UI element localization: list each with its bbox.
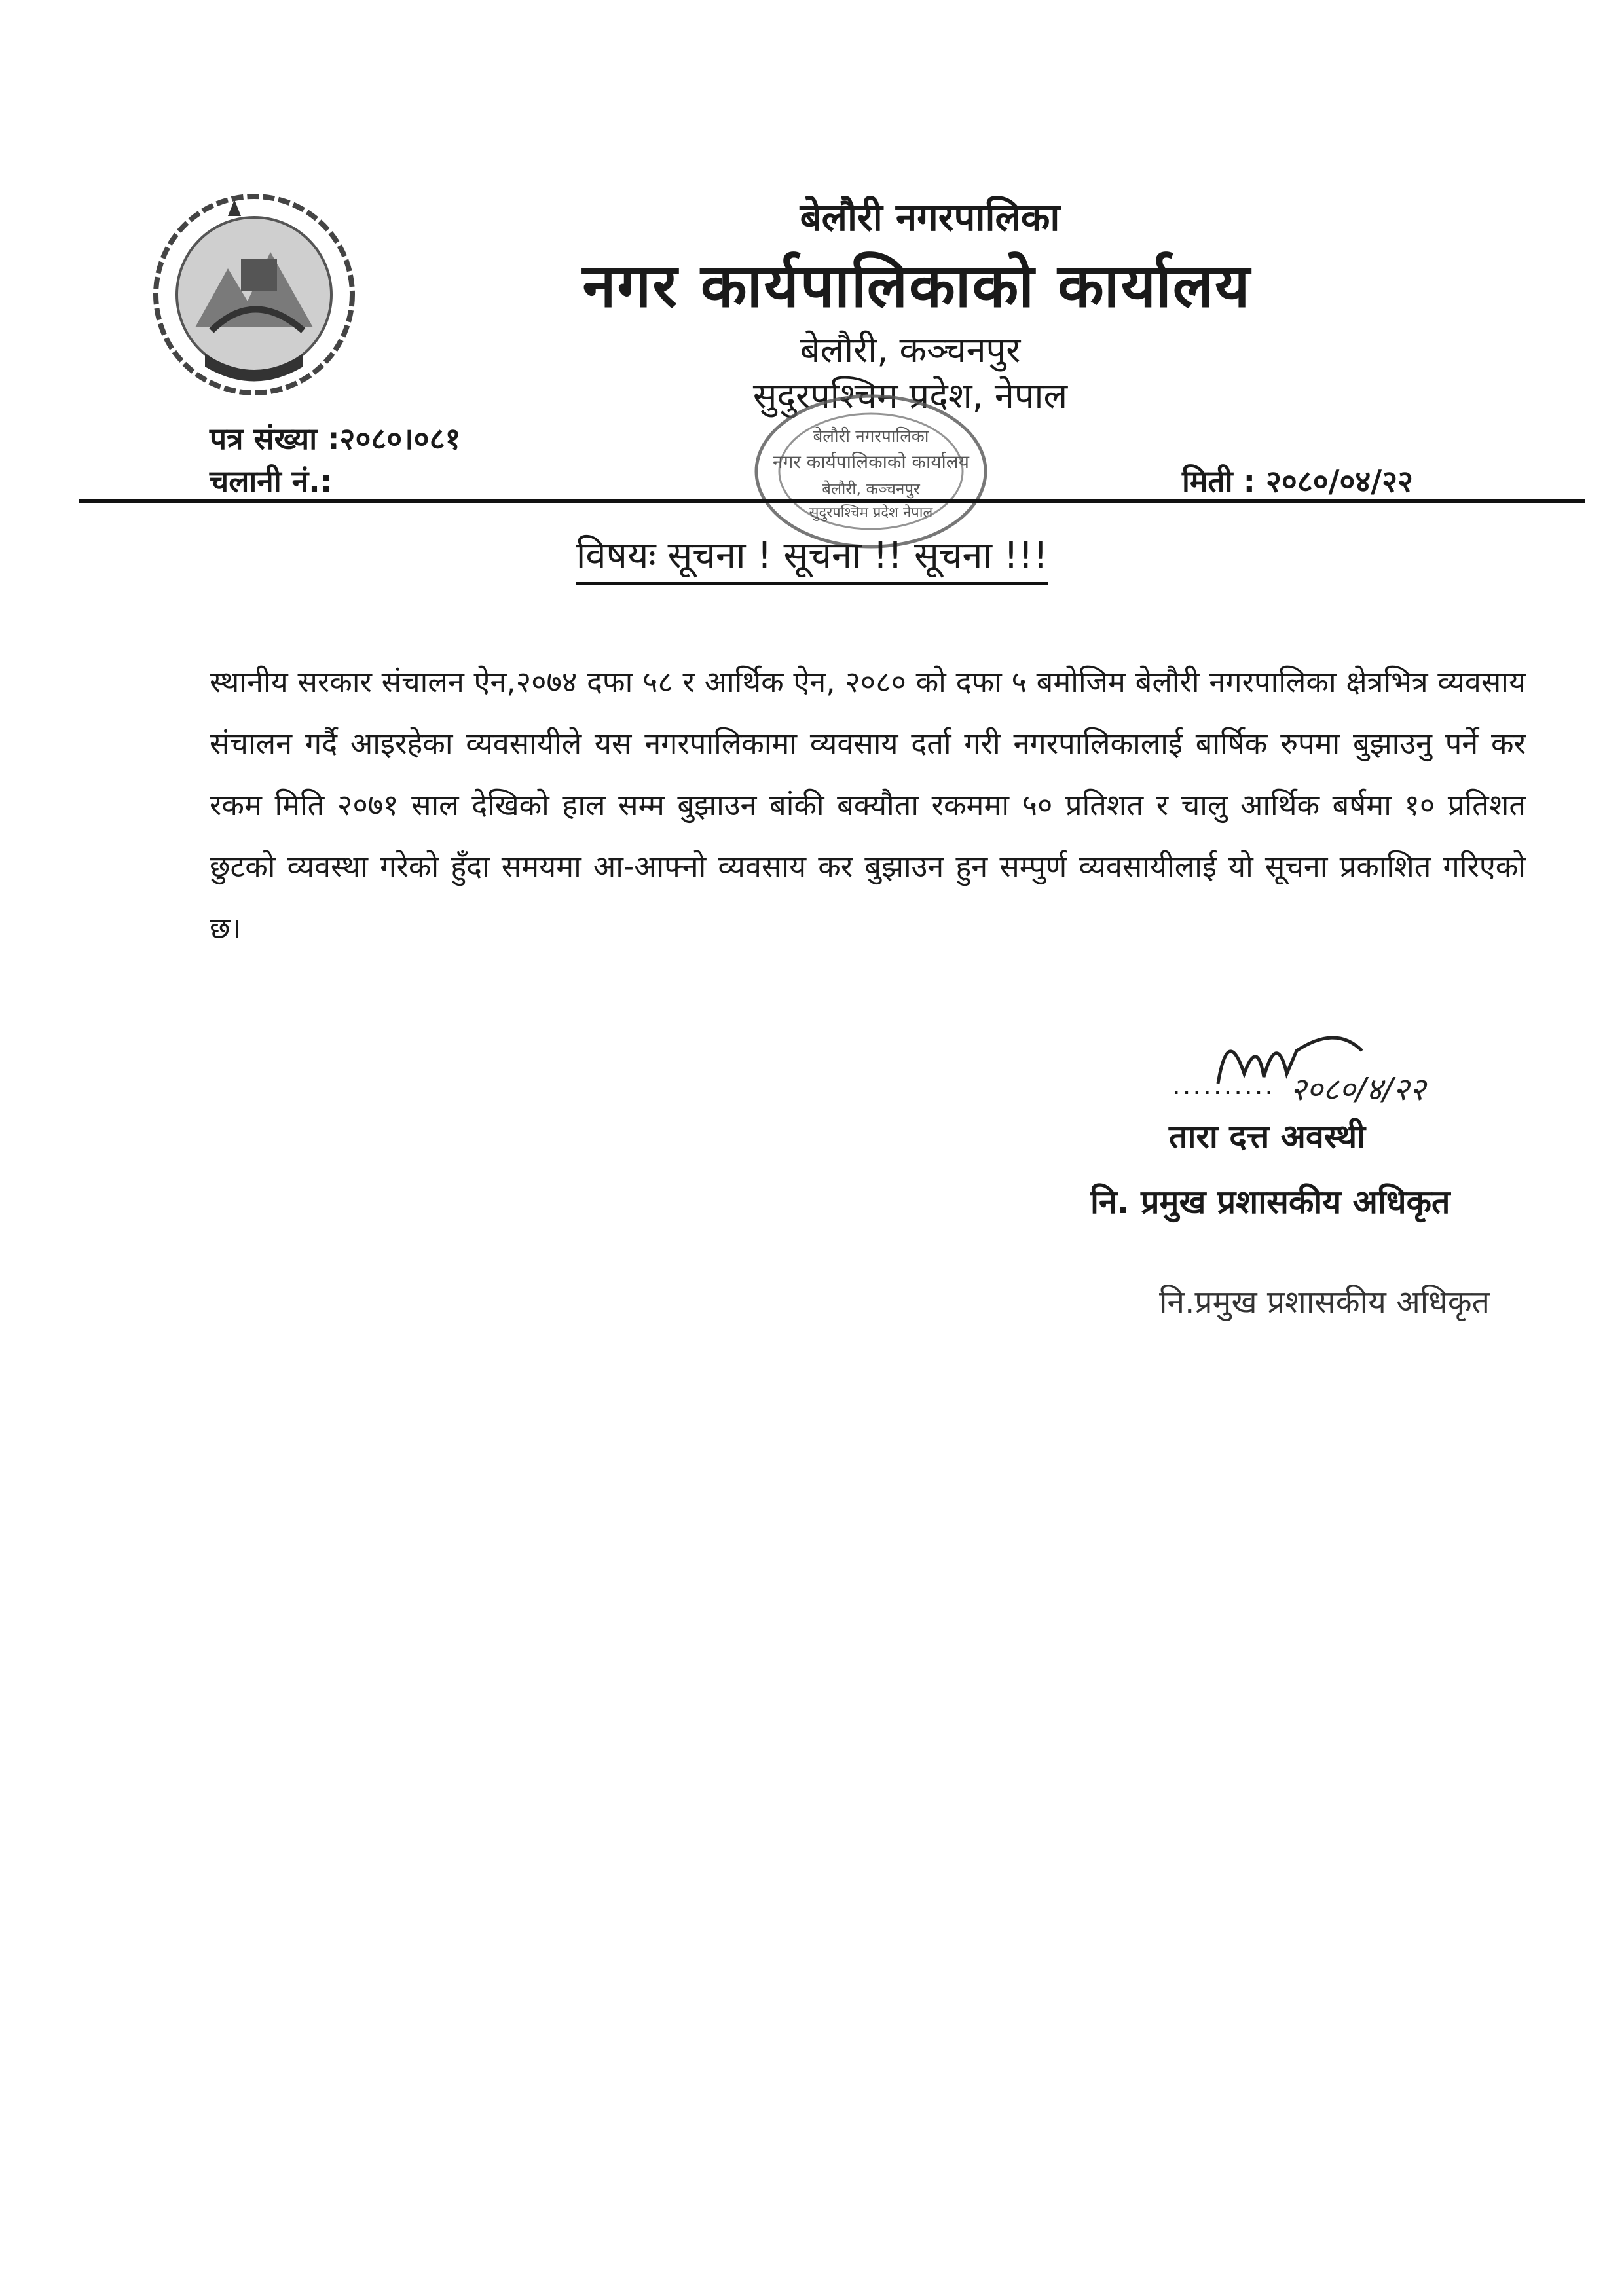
notice-body: स्थानीय सरकार संचालन ऐन,२०७४ दफा ५८ र आर्थिक ऐन, २०८० को दफा ५ बमोजिम बेलौरी नगरपालिका क्षेत्रभित्र व्यवसाय संचालन गर्दै आइरहेका व्यवसायीले यस नगरपालिकामा व्यवसाय दर्ता गरी नगरपालिकालाई बार्षिक रुपमा बुझाउनु पर्ने कर रकम मिति २०७१ साल देखिको हाल सम्म बुझाउन बांकी बक्यौता रकममा ५० प्रतिशत र चालु आर्थिक बर्षमा १० प्रतिशत छुटको व्यवस्था गरेको हुँदा समयमा आ-आफ्नो व्यवसाय कर बुझाउन हुन सम्पुर्ण व्यवसायीलाई यो सूचना प्रकाशित गरिएको छ। bbox=[210, 665, 1526, 945]
svg-text:बेलौरी नगरपालिका: बेलौरी नगरपालिका bbox=[813, 427, 929, 446]
signature-dots: .......... bbox=[1172, 1070, 1276, 1101]
letter-date-value: २०८०/०४/२२ bbox=[1265, 464, 1413, 499]
subject-text: विषयः सूचना ! सूचना !! सूचना !!! bbox=[576, 534, 1048, 585]
address-line-1: बेलौरी, कञ्चनपुर bbox=[800, 329, 1021, 371]
svg-text:बेलौरी, कञ्चनपुर: बेलौरी, कञ्चनपुर bbox=[822, 480, 920, 498]
letter-number bbox=[210, 418, 460, 458]
address-line-2: सुदुरपश्चिम प्रदेश, नेपाल bbox=[752, 375, 1068, 416]
svg-text:सुदुरपश्चिम प्रदेश नेपाल: सुदुरपश्चिम प्रदेश नेपाल bbox=[809, 505, 933, 521]
svg-text:नगर कार्यपालिकाको कार्यालय: नगर कार्यपालिकाको कार्यालय bbox=[773, 451, 969, 473]
signer-name: तारा दत्त अवस्थी bbox=[1169, 1118, 1366, 1156]
svg-text:२०८०/४/२२: २०८०/४/२२ bbox=[1290, 1071, 1426, 1108]
dispatch-number-label: चलानी नं.: bbox=[210, 464, 333, 499]
municipality-name: बेलौरी नगरपालिका bbox=[800, 195, 1060, 240]
signer-designation: नि. प्रमुख प्रशासकीय अधिकृत bbox=[1090, 1183, 1450, 1221]
letter-number-label: पत्र संख्या : bbox=[210, 421, 340, 456]
dispatch-number bbox=[210, 460, 332, 501]
letter-date-label: मिती : bbox=[1182, 464, 1255, 499]
designation-seal: नि.प्रमुख प्रशासकीय अधिकृत bbox=[1159, 1284, 1490, 1321]
letter-date bbox=[1182, 460, 1413, 501]
office-title: नगर कार्यपालिकाको कार्यालय bbox=[582, 251, 1251, 321]
header-divider bbox=[79, 499, 1585, 503]
subject-line bbox=[0, 529, 1624, 579]
letter-number-value: २०८०।०८१ bbox=[339, 421, 461, 456]
